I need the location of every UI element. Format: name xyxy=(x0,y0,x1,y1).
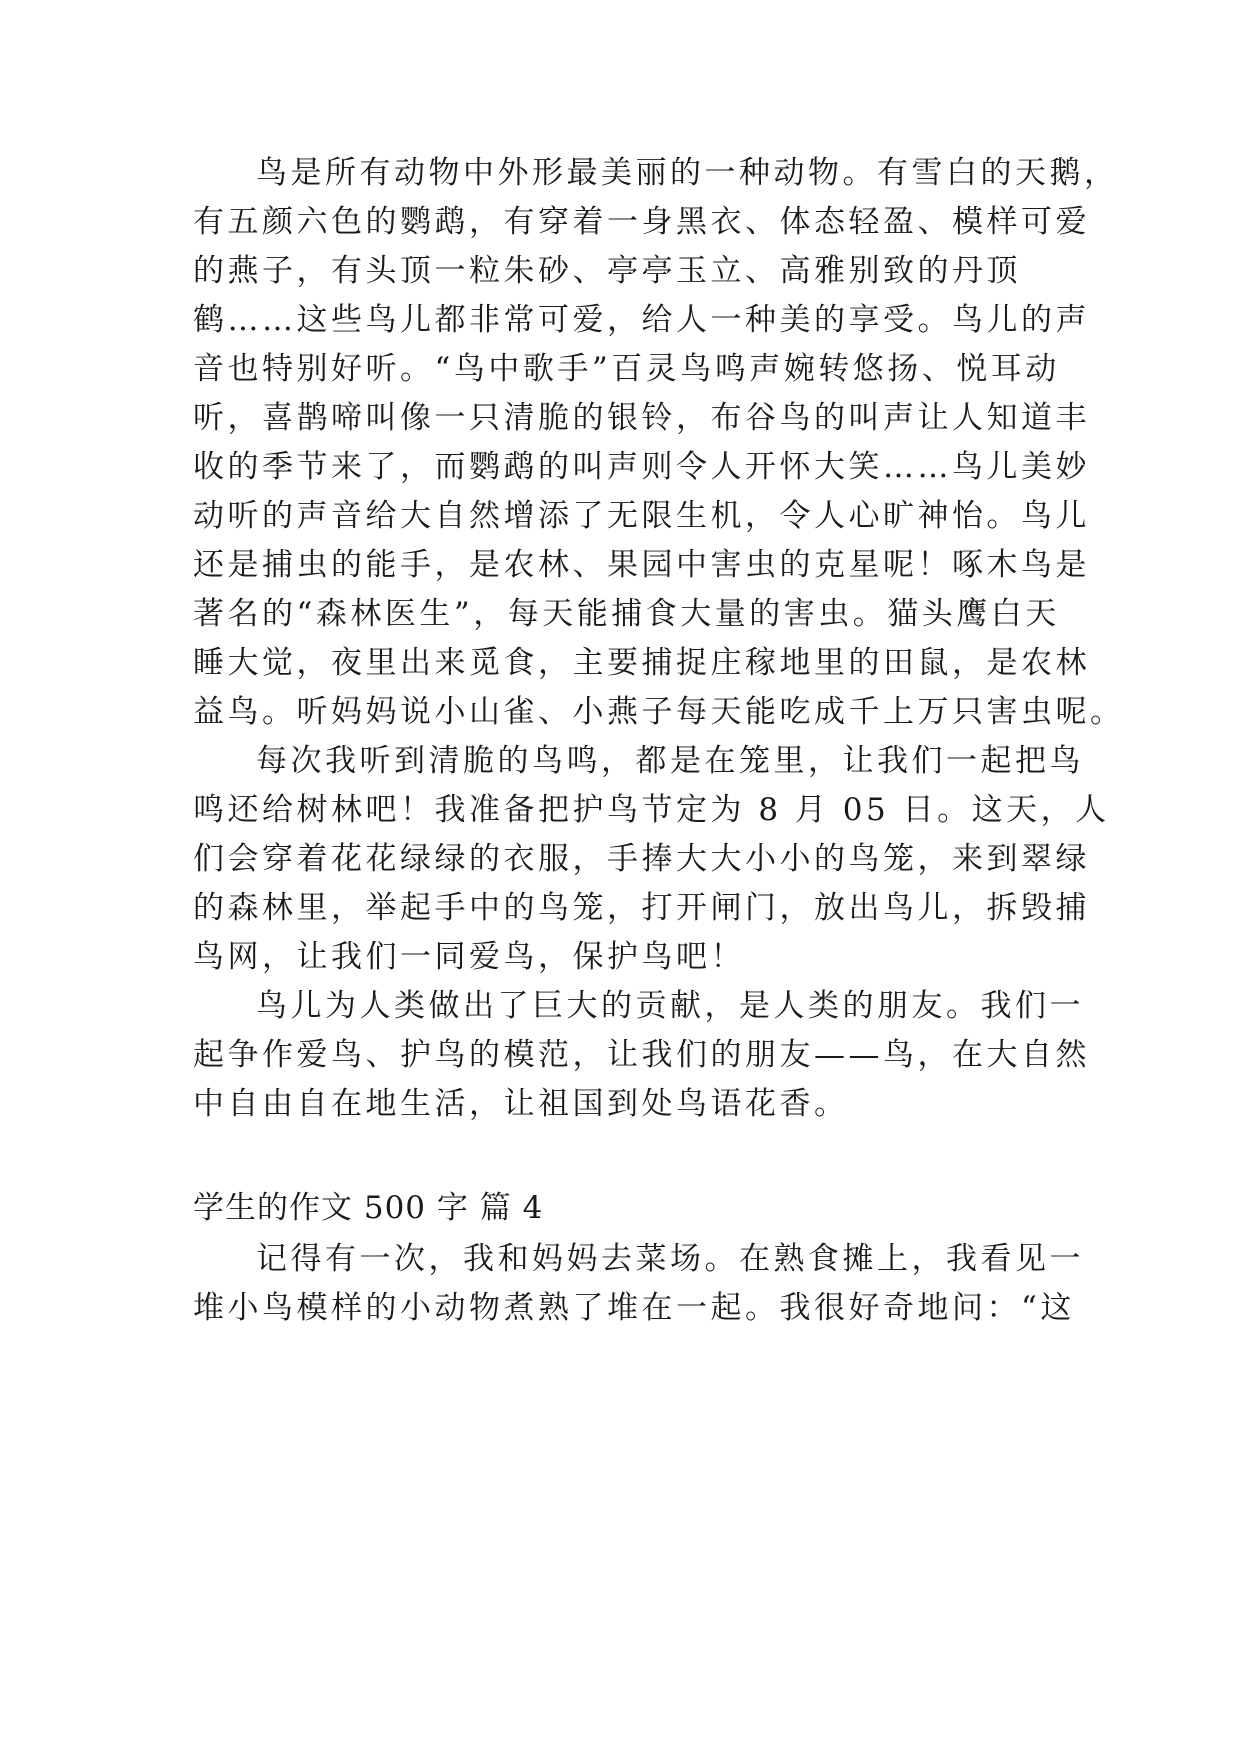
paragraph-line: 记得有一次，我和妈妈去菜场。在熟食摊上，我看见一 xyxy=(256,1241,1084,1277)
paragraph-line: 著名的“森林医生”，每天能捕食大量的害虫。猫头鹰白天 xyxy=(193,596,1060,632)
paragraph-line: 鸟儿为人类做出了巨大的贡献，是人类的朋友。我们一 xyxy=(256,988,1084,1024)
paragraph-line: 音也特别好听。“鸟中歌手”百灵鸟鸣声婉转悠扬、悦耳动 xyxy=(193,351,1060,387)
paragraph-line: 鹤……这些鸟儿都非常可爱，给人一种美的享受。鸟儿的声 xyxy=(193,302,1090,338)
paragraph-line: 睡大觉，夜里出来觅食，主要捕捉庄稼地里的田鼠，是农林 xyxy=(193,645,1090,681)
paragraph-line: 鸣还给树林吧！我准备把护鸟节定为 8 月 05 日。这天，人 xyxy=(193,792,1110,828)
paragraph-line: 每次我听到清脆的鸟鸣，都是在笼里，让我们一起把鸟 xyxy=(256,743,1084,779)
paragraph-line: 有五颜六色的鹦鹉，有穿着一身黑衣、体态轻盈、模样可爱 xyxy=(193,204,1090,240)
paragraph-line: 鸟是所有动物中外形最美丽的一种动物。有雪白的天鹅， xyxy=(256,155,1119,191)
paragraph-line: 的森林里，举起手中的鸟笼，打开闸门，放出鸟儿，拆毁捕 xyxy=(193,890,1090,926)
paragraph-line: 收的季节来了，而鹦鹉的叫声则令人开怀大笑……鸟儿美妙 xyxy=(193,449,1090,485)
paragraph-line: 还是捕虫的能手，是农林、果园中害虫的克星呢！啄木鸟是 xyxy=(193,547,1090,583)
paragraph-line: 堆小鸟模样的小动物煮熟了堆在一起。我很好奇地问：“这 xyxy=(193,1290,1075,1326)
paragraph-line: 鸟网，让我们一同爱鸟，保护鸟吧！ xyxy=(193,939,745,975)
paragraph-line: 们会穿着花花绿绿的衣服，手捧大大小小的鸟笼，来到翠绿 xyxy=(193,841,1090,877)
paragraph-line: 益鸟。听妈妈说小山雀、小燕子每天能吃成千上万只害虫呢。 xyxy=(193,694,1125,730)
paragraph-line: 起争作爱鸟、护鸟的模范，让我们的朋友——鸟，在大自然 xyxy=(193,1037,1090,1073)
paragraph-line: 动听的声音给大自然增添了无限生机，令人心旷神怡。鸟儿 xyxy=(193,498,1090,534)
paragraph-line: 中自由自在地生活，让祖国到处鸟语花香。 xyxy=(193,1086,849,1122)
paragraph-line: 听，喜鹊啼叫像一只清脆的银铃，布谷鸟的叫声让人知道丰 xyxy=(193,400,1090,436)
paragraph-line: 的燕子，有头顶一粒朱砂、亭亭玉立、高雅别致的丹顶 xyxy=(193,253,1021,289)
section-heading: 学生的作文 500 字 篇 4 xyxy=(193,1190,544,1226)
